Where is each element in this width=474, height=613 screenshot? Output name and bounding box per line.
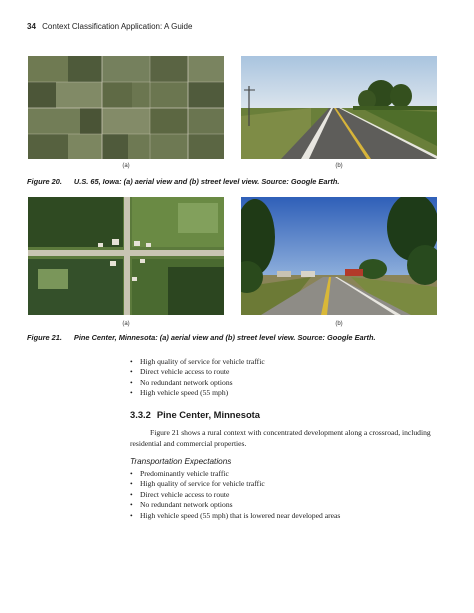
body-paragraph: Figure 21 shows a rural context with concentrated development along a crossroad, including residential and commercial properties. (130, 428, 431, 448)
figure21-caption-text: Pine Center, Minnesota: (a) aerial view and (b) street level view. Source: Google Earth. (73, 333, 376, 342)
section-heading (130, 409, 260, 420)
section-title: Pine Center, Minnesota (156, 409, 261, 420)
bullet-list-bottom (130, 469, 340, 521)
subheading: Transportation Expectations (130, 457, 232, 466)
running-title: Context Classification Application: A Guide (42, 22, 193, 31)
figure20-street-photo (241, 56, 437, 159)
running-header (27, 22, 192, 31)
figure20-caption (27, 177, 339, 186)
figure20-caption-text: U.S. 65, Iowa: (a) aerial view and (b) street level view. Source: Google Earth. (73, 177, 340, 186)
list-item: • High vehicle speed (55 mph) (130, 388, 265, 398)
figure20-label-b: (b) (335, 163, 343, 169)
figure21-aerial-photo (28, 197, 224, 315)
figure21-caption (27, 333, 376, 342)
list-item: • Direct vehicle access to route (130, 490, 340, 500)
figure21-number: Figure 21. (27, 333, 62, 342)
list-item: • No redundant network options (130, 500, 340, 510)
page-number: 34 (27, 22, 36, 31)
list-item: • No redundant network options (130, 378, 265, 388)
list-item: • High quality of service for vehicle traffic (130, 357, 265, 367)
figure21-label-a: (a) (122, 321, 130, 327)
list-item: • Direct vehicle access to route (130, 367, 265, 377)
list-item: • High quality of service for vehicle traffic (130, 479, 340, 489)
bullet-list-top (130, 357, 265, 399)
figure21-street-photo (241, 197, 437, 315)
figure20-number: Figure 20. (27, 177, 62, 186)
section-number: 3.3.2 (130, 409, 151, 420)
list-item: • Predominantly vehicle traffic (130, 469, 340, 479)
figure20-aerial-photo (28, 56, 224, 159)
list-item: • High vehicle speed (55 mph) that is lowered near developed areas (130, 511, 340, 521)
figure20-label-a: (a) (122, 163, 130, 169)
figure21-label-b: (b) (335, 321, 343, 327)
